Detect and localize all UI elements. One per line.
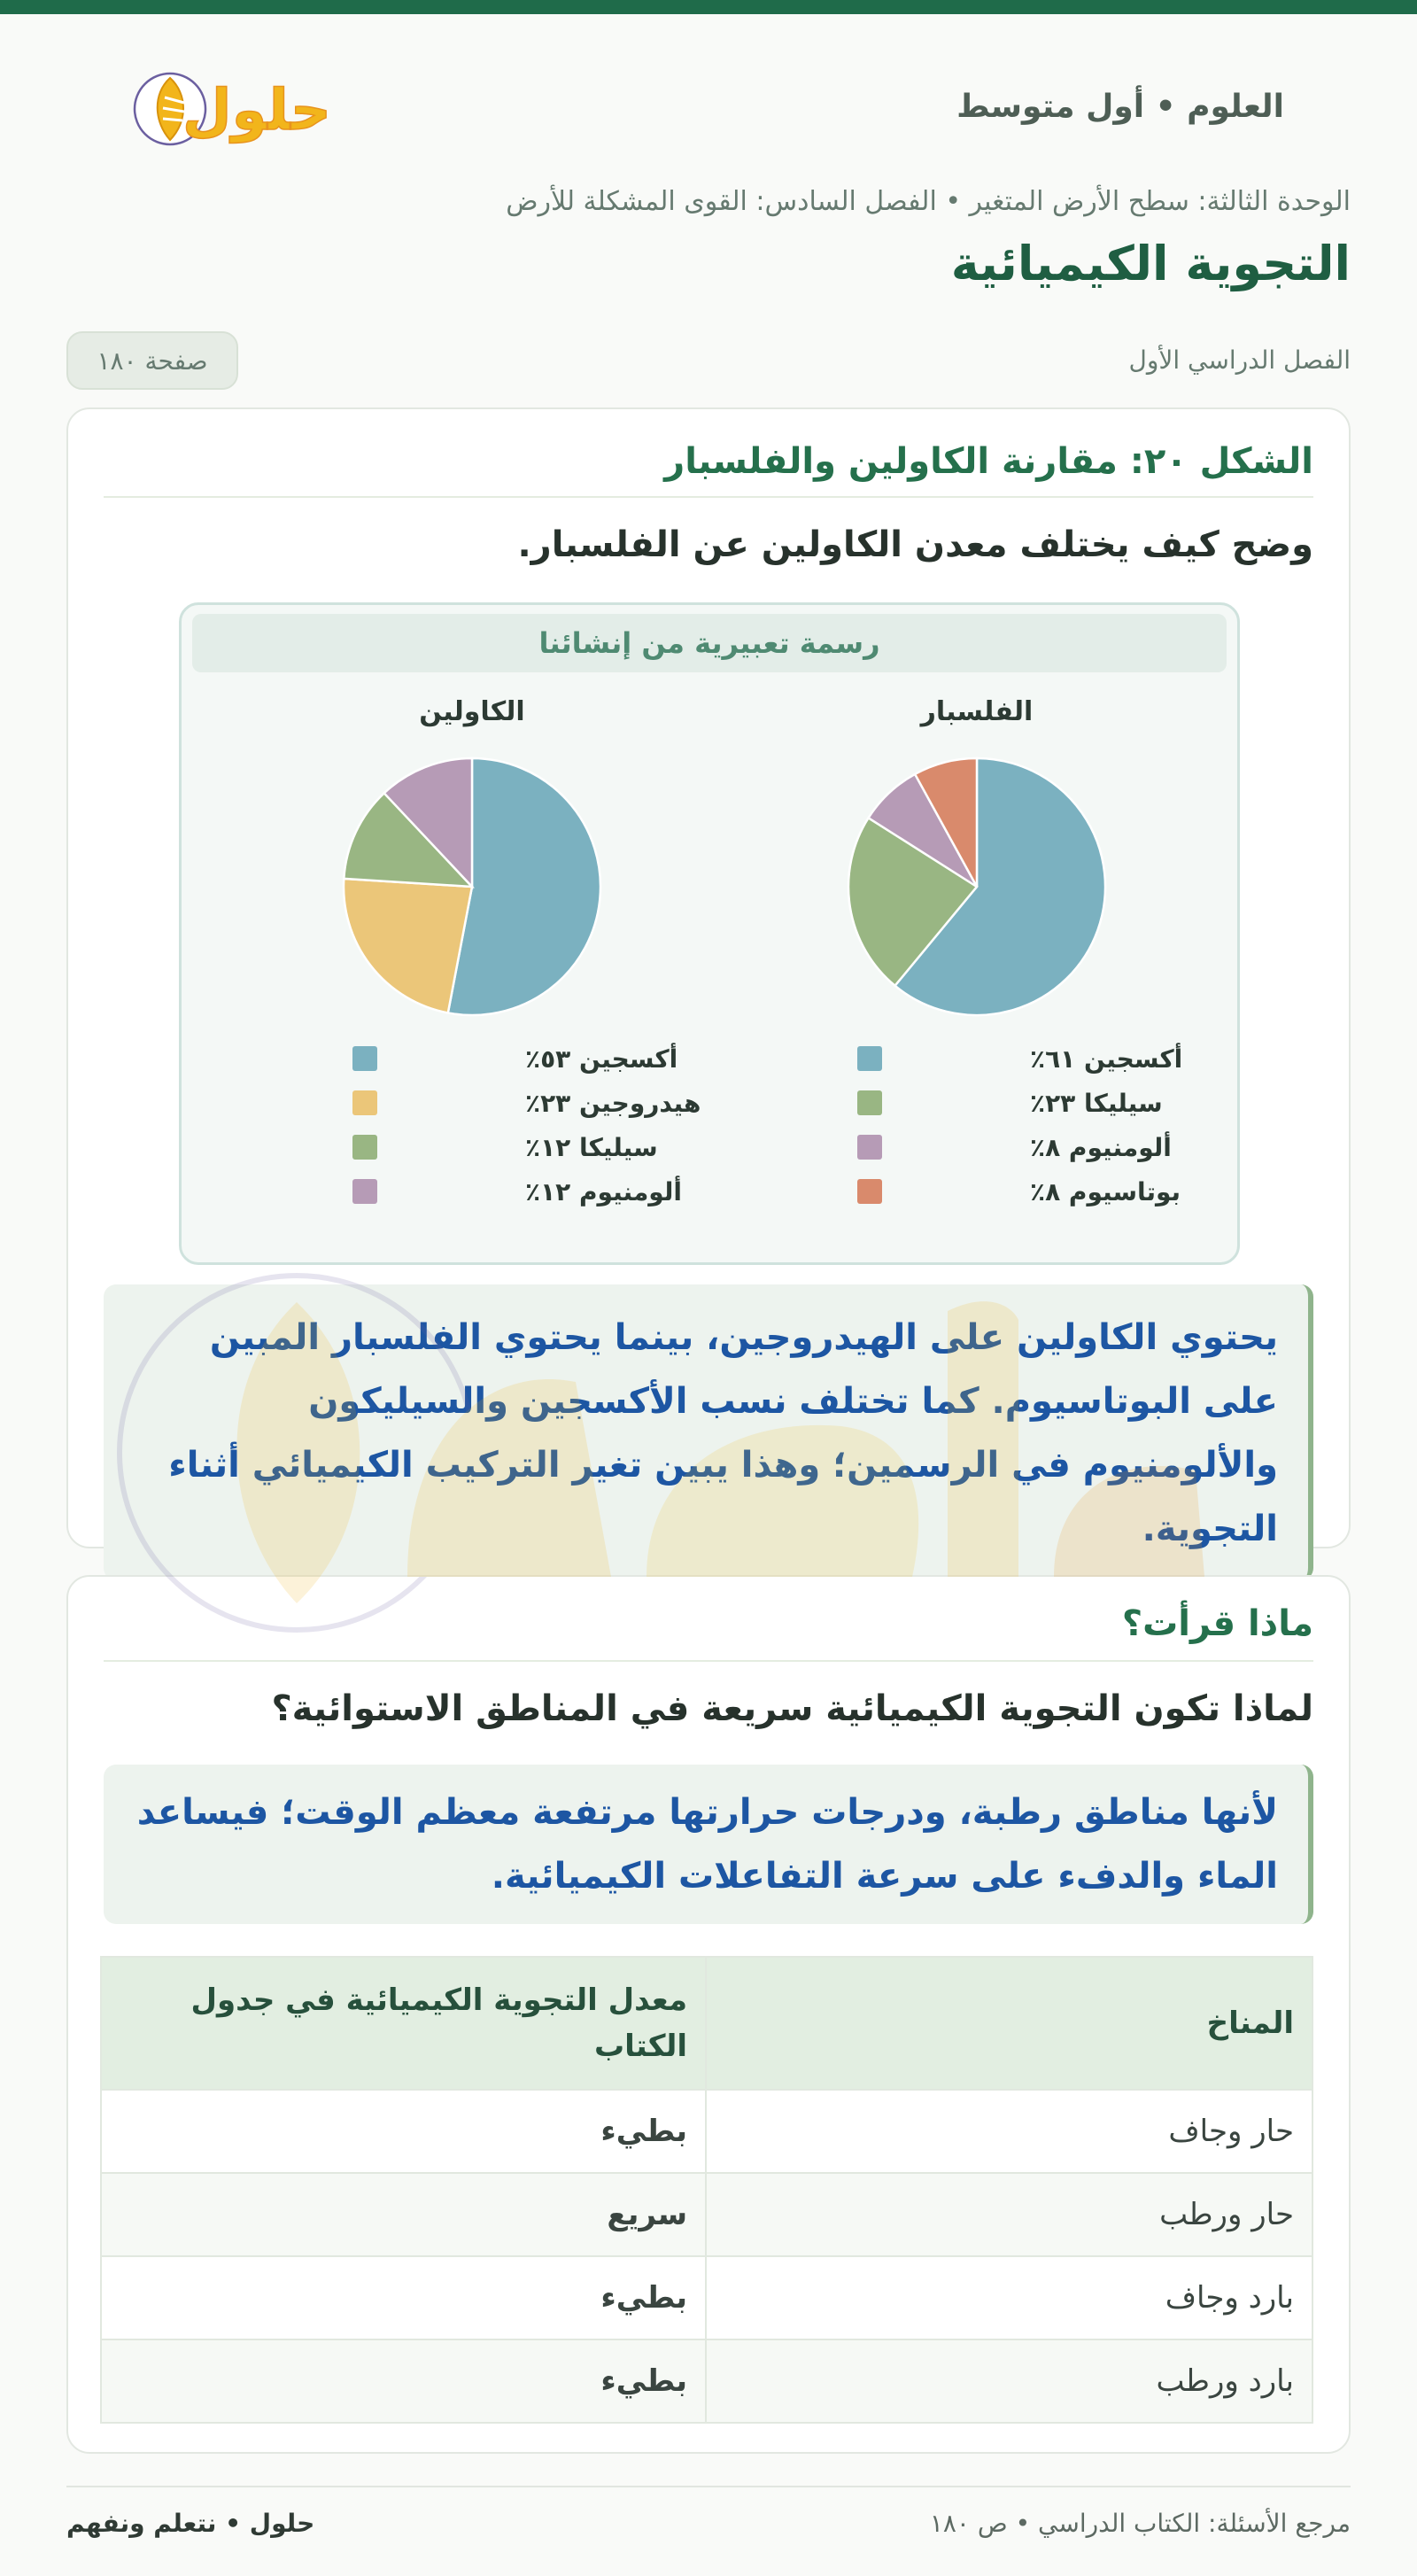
column-header-climate: المناخ: [706, 1957, 1312, 2090]
footer-brand: حلول • نتعلم ونفهم: [66, 2509, 315, 2538]
reading-check-card: [66, 1575, 1351, 2454]
rate-cell: سريع: [101, 2173, 706, 2256]
legend-swatch: [857, 1179, 882, 1204]
figure-answer-text: يحتوي الكاولين على الهيدروجين، بينما يحتوي الفلسبار المبين على البوتاسيوم. كما تختلف نسب الأكسجين والسيليكون والألومنيوم في الرسمين؛ وهذا يبين تغير التركيب الكيميائي أثناء التجوية.: [168, 1317, 1278, 1549]
legend-label: ألومنيوم ١٢٪: [525, 1177, 682, 1207]
legend-label: بوتاسيوم ٨٪: [1030, 1177, 1181, 1207]
legend-label: ألومنيوم ٨٪: [1030, 1133, 1172, 1162]
table-header-row: [101, 1957, 1312, 2090]
rate-cell: بطيء: [101, 2256, 706, 2339]
pie-chart-title: الفلسبار: [920, 696, 1034, 727]
logo-wordmark: حلول: [182, 78, 331, 144]
reading-answer-box: [104, 1765, 1313, 1924]
legend-swatch: [857, 1046, 882, 1071]
table-row: [101, 2173, 1312, 2256]
reading-divider: [104, 1660, 1313, 1662]
rate-cell: بطيء: [101, 2090, 706, 2173]
pie-charts: [182, 605, 1237, 1262]
climate-cell: حار ورطب: [706, 2173, 1312, 2256]
legend-swatch: [352, 1135, 377, 1160]
legend-label: هيدروجين ٢٣٪: [525, 1089, 701, 1118]
pie-slice: [344, 879, 472, 1013]
rate-cell: بطيء: [101, 2339, 706, 2423]
page-number-badge: صفحة ١٨٠: [66, 331, 238, 390]
footer-divider: [66, 2486, 1351, 2487]
page: [0, 14, 1417, 376]
figure-question-card: [66, 407, 1351, 1548]
climate-cell: بارد وجاف: [706, 2256, 1312, 2339]
subject-label: العلوم • أول متوسط: [956, 89, 1284, 125]
figure-box: [179, 602, 1240, 1265]
table-row: [101, 2090, 1312, 2173]
legend-label: أكسجين ٦١٪: [1030, 1044, 1183, 1074]
legend-label: سيليكا ٢٣٪: [1030, 1089, 1163, 1118]
figure-heading: الشكل ٢٠: مقارنة الكاولين والفلسبار: [664, 441, 1313, 482]
page-title: التجوية الكيميائية: [950, 236, 1351, 291]
figure-answer-box: [104, 1284, 1313, 1580]
reading-question: لماذا تكون التجوية الكيميائية سريعة في المناطق الاستوائية؟: [271, 1688, 1313, 1729]
column-header-rate: معدل التجوية الكيميائية في جدول الكتاب: [101, 1957, 706, 2090]
figure-question: وضح كيف يختلف معدن الكاولين عن الفلسبار.: [517, 524, 1313, 565]
pie-chart-title: الكاولين: [419, 696, 525, 727]
figure-caption: رسمة تعبيرية من إنشائنا: [192, 614, 1227, 672]
legend-swatch: [352, 1090, 377, 1115]
climate-rate-table: [100, 1956, 1313, 2424]
reading-heading: ماذا قرأت؟: [1121, 1603, 1313, 1644]
legend-swatch: [857, 1135, 882, 1160]
legend-swatch: [857, 1090, 882, 1115]
climate-cell: حار وجاف: [706, 2090, 1312, 2173]
heading-divider: [104, 496, 1313, 498]
top-accent-bar: [0, 0, 1417, 14]
semester-label: الفصل الدراسي الأول: [1128, 345, 1351, 375]
table-row: [101, 2256, 1312, 2339]
footer-source: مرجع الأسئلة: الكتاب الدراسي • ص ١٨٠: [929, 2509, 1351, 2538]
table-row: [101, 2339, 1312, 2423]
legend-swatch: [352, 1179, 377, 1204]
page-header: [66, 14, 1351, 191]
legend-label: سيليكا ١٢٪: [525, 1133, 658, 1162]
legend-swatch: [352, 1046, 377, 1071]
breadcrumb: الوحدة الثالثة: سطح الأرض المتغير • الفصل السادس: القوى المشكلة للأرض: [506, 186, 1351, 217]
climate-cell: بارد ورطب: [706, 2339, 1312, 2423]
legend-label: أكسجين ٥٣٪: [525, 1044, 678, 1074]
brand-logo[interactable]: [133, 58, 363, 156]
reading-answer-text: لأنها مناطق رطبة، ودرجات حرارتها مرتفعة معظم الوقت؛ فيساعد الماء والدفء على سرعة التفاعلات الكيميائية.: [136, 1792, 1278, 1897]
